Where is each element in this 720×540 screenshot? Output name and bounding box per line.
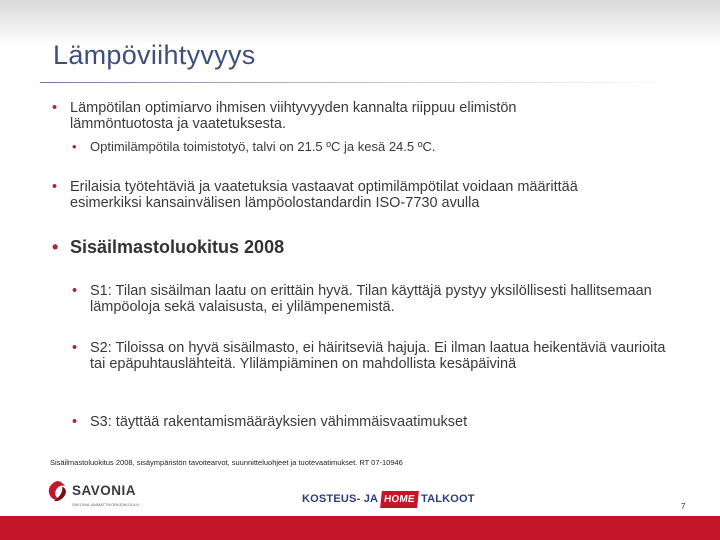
logo-home-box: HOME xyxy=(380,491,419,508)
sub-bullet-text: S2: Tiloissa on hyvä sisäilmasto, ei häiritseviä hajuja. Ei ilman laatua heikentäviä vaurioita tai epäpuhtauslähteitä. Ylilämpiäminen on mahdollista kesäpäivinä xyxy=(90,340,666,372)
bullet-dot: • xyxy=(72,283,78,299)
bullet-item xyxy=(52,179,650,211)
bullet-heading-text: Sisäilmastoluokitus 2008 xyxy=(70,237,285,257)
savonia-subtext: SAVONIA-AMMATTIKORKEAKOULU xyxy=(72,502,139,507)
bullet-dot: • xyxy=(52,179,58,195)
sub-bullet-item xyxy=(72,414,670,430)
bullet-dot: • xyxy=(52,100,58,116)
bullet-heading xyxy=(52,237,650,257)
bullet-text: Erilaisia työtehtäviä ja vaatetuksia vastaavat optimilämpötilat voidaan määrittää esimerkiksi kansainvälisen lämpöolostandardin ISO-7730 avulla xyxy=(70,179,578,211)
savonia-logo xyxy=(46,480,156,516)
page-number: 7 xyxy=(681,502,686,511)
bullet-dot: • xyxy=(52,237,59,257)
footer-bar xyxy=(0,516,720,540)
bullet-dot: • xyxy=(72,340,78,356)
kosteus-home-talkoot-logo xyxy=(302,486,475,512)
sub-bullet-item xyxy=(72,139,670,155)
source-footnote: Sisäilmastoluokitus 2008, sisäympäristön tavoitearvot, suunnitteluohjeet ja tuotevaatimukset. RT 07-10946 xyxy=(50,458,403,467)
logo-text-left: KOSTEUS- JA xyxy=(302,493,379,505)
logo-text-right: TALKOOT xyxy=(420,493,475,505)
sub-bullet-text: S1: Tilan sisäilman laatu on erittäin hyvä. Tilan käyttäjä pystyy yksilöllisesti hallitsemaan lämpöoloja sekä valaisusta, ei ylilämpenemistä. xyxy=(90,283,652,315)
sub-bullet-text: S3: täyttää rakentamismääräyksien vähimmäisvaatimukset xyxy=(90,414,468,430)
savonia-wordmark: SAVONIA xyxy=(72,483,137,498)
bullet-item xyxy=(52,100,610,132)
sub-bullet-text: Optimilämpötila toimistotyö, talvi on 21.5 ºC ja kesä 24.5 ºC. xyxy=(90,139,436,154)
sub-bullet-item xyxy=(72,283,670,315)
savonia-mark-icon xyxy=(46,480,68,502)
bullet-dot: • xyxy=(72,414,78,430)
slide-title: Lämpöviihtyvyys xyxy=(53,40,256,70)
sub-bullet-item xyxy=(72,340,670,372)
bullet-dot: • xyxy=(72,139,77,154)
bullet-text: Lämpötilan optimiarvo ihmisen viihtyvyyden kannalta riippuu elimistön lämmöntuotosta ja vaatetuksesta. xyxy=(70,100,517,132)
